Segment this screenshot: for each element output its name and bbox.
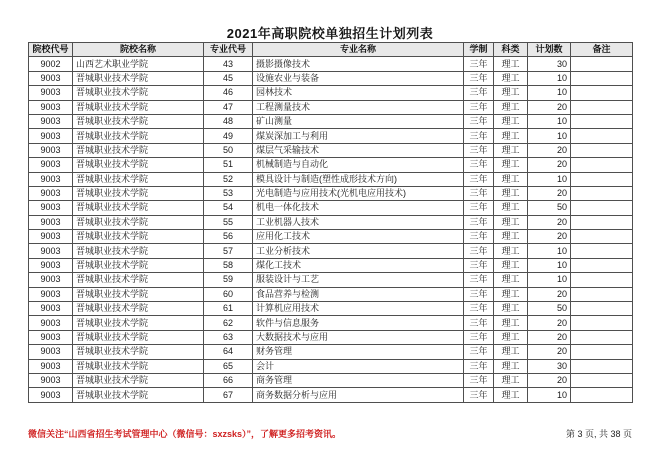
table-cell <box>571 230 633 244</box>
table-cell: 晋城职业技术学院 <box>73 129 204 143</box>
table-row <box>29 287 633 301</box>
table-cell: 理工 <box>494 129 528 143</box>
table-cell: 9003 <box>29 129 73 143</box>
table-row <box>29 100 633 114</box>
table-cell: 三年 <box>464 158 494 172</box>
table-cell: 三年 <box>464 388 494 402</box>
table-cell: 20 <box>528 345 571 359</box>
table-cell: 20 <box>528 373 571 387</box>
table-cell: 53 <box>204 186 253 200</box>
table-cell: 10 <box>528 258 571 272</box>
table-cell: 63 <box>204 330 253 344</box>
table-cell: 服装设计与工艺 <box>253 273 464 287</box>
table-cell: 9003 <box>29 287 73 301</box>
table-cell: 理工 <box>494 388 528 402</box>
table-cell: 晋城职业技术学院 <box>73 373 204 387</box>
table-cell: 理工 <box>494 201 528 215</box>
table-cell: 67 <box>204 388 253 402</box>
table-cell: 机械制造与自动化 <box>253 158 464 172</box>
table-cell: 晋城职业技术学院 <box>73 158 204 172</box>
table-body <box>29 57 633 402</box>
table-cell: 三年 <box>464 129 494 143</box>
table-row <box>29 345 633 359</box>
table-cell: 晋城职业技术学院 <box>73 330 204 344</box>
table-cell: 57 <box>204 244 253 258</box>
table-cell: 30 <box>528 359 571 373</box>
table-cell: 65 <box>204 359 253 373</box>
table-cell <box>571 316 633 330</box>
table-cell: 晋城职业技术学院 <box>73 100 204 114</box>
table-cell: 三年 <box>464 114 494 128</box>
table-cell: 晋城职业技术学院 <box>73 86 204 100</box>
table-cell: 10 <box>528 244 571 258</box>
table-cell: 56 <box>204 230 253 244</box>
table-cell: 晋城职业技术学院 <box>73 345 204 359</box>
column-header-6: 计划数 <box>528 43 571 57</box>
table-row <box>29 330 633 344</box>
table-cell: 园林技术 <box>253 86 464 100</box>
table-cell: 三年 <box>464 244 494 258</box>
table-cell: 三年 <box>464 201 494 215</box>
table-cell <box>571 359 633 373</box>
table-cell: 61 <box>204 302 253 316</box>
table-row <box>29 114 633 128</box>
table-cell <box>571 186 633 200</box>
table-cell: 晋城职业技术学院 <box>73 143 204 157</box>
table-cell: 会计 <box>253 359 464 373</box>
table-cell: 45 <box>204 71 253 85</box>
table-cell: 理工 <box>494 316 528 330</box>
table-row <box>29 359 633 373</box>
table-cell <box>571 86 633 100</box>
table-cell: 62 <box>204 316 253 330</box>
table-cell: 10 <box>528 273 571 287</box>
table-cell: 9003 <box>29 345 73 359</box>
column-header-4: 学制 <box>464 43 494 57</box>
table-cell: 51 <box>204 158 253 172</box>
table-cell <box>571 57 633 71</box>
table-row <box>29 230 633 244</box>
table-cell: 9002 <box>29 57 73 71</box>
table-cell: 理工 <box>494 373 528 387</box>
table-row <box>29 302 633 316</box>
table-cell: 43 <box>204 57 253 71</box>
column-header-1: 院校名称 <box>73 43 204 57</box>
table-cell: 理工 <box>494 359 528 373</box>
table-cell <box>571 201 633 215</box>
table-row <box>29 143 633 157</box>
table-cell: 9003 <box>29 244 73 258</box>
table-cell: 9003 <box>29 316 73 330</box>
table-cell: 9003 <box>29 186 73 200</box>
table-cell <box>571 273 633 287</box>
table-cell: 55 <box>204 215 253 229</box>
table-cell <box>571 388 633 402</box>
table-cell: 9003 <box>29 172 73 186</box>
table-cell: 三年 <box>464 172 494 186</box>
table-cell: 46 <box>204 86 253 100</box>
table-cell: 理工 <box>494 71 528 85</box>
table-cell: 晋城职业技术学院 <box>73 71 204 85</box>
column-header-7: 备注 <box>571 43 633 57</box>
table-row <box>29 388 633 402</box>
table-cell <box>571 129 633 143</box>
table-cell: 64 <box>204 345 253 359</box>
table-cell: 9003 <box>29 158 73 172</box>
table-cell: 工程测量技术 <box>253 100 464 114</box>
table-cell: 光电制造与应用技术(光机电应用技术) <box>253 186 464 200</box>
table-cell: 晋城职业技术学院 <box>73 201 204 215</box>
table-row <box>29 129 633 143</box>
table-cell: 理工 <box>494 186 528 200</box>
table-cell: 晋城职业技术学院 <box>73 172 204 186</box>
table-cell: 理工 <box>494 86 528 100</box>
page-number-text: 第 3 页, 共 38 页 <box>565 429 632 439</box>
table-cell: 晋城职业技术学院 <box>73 215 204 229</box>
table-cell: 晋城职业技术学院 <box>73 273 204 287</box>
table-row <box>29 71 633 85</box>
table-cell: 三年 <box>464 287 494 301</box>
table-cell: 9003 <box>29 330 73 344</box>
table-cell: 理工 <box>494 258 528 272</box>
table-cell: 9003 <box>29 215 73 229</box>
table-cell: 48 <box>204 114 253 128</box>
table-cell: 矿山测量 <box>253 114 464 128</box>
table-cell <box>571 71 633 85</box>
table-cell: 煤炭深加工与利用 <box>253 129 464 143</box>
table-cell <box>571 345 633 359</box>
table-cell: 三年 <box>464 100 494 114</box>
page-footer <box>28 427 632 440</box>
table-cell: 三年 <box>464 215 494 229</box>
table-cell: 晋城职业技术学院 <box>73 114 204 128</box>
table-cell <box>571 287 633 301</box>
table-cell: 50 <box>204 143 253 157</box>
table-cell: 10 <box>528 86 571 100</box>
table-cell: 理工 <box>494 57 528 71</box>
table-cell: 煤化工技术 <box>253 258 464 272</box>
table-cell: 20 <box>528 158 571 172</box>
table-cell: 9003 <box>29 258 73 272</box>
table-cell: 9003 <box>29 201 73 215</box>
table-cell <box>571 373 633 387</box>
table-cell: 30 <box>528 57 571 71</box>
table-cell: 三年 <box>464 373 494 387</box>
table-cell: 机电一体化技术 <box>253 201 464 215</box>
table-cell: 财务管理 <box>253 345 464 359</box>
table-cell: 9003 <box>29 302 73 316</box>
enrollment-plan-table <box>28 42 633 403</box>
table-cell: 9003 <box>29 143 73 157</box>
table-cell: 晋城职业技术学院 <box>73 359 204 373</box>
table-cell: 50 <box>528 302 571 316</box>
table-cell: 煤层气采输技术 <box>253 143 464 157</box>
table-cell: 理工 <box>494 302 528 316</box>
table-cell: 模具设计与制造(塑性成形技术方向) <box>253 172 464 186</box>
table-row <box>29 215 633 229</box>
table-cell: 工业分析技术 <box>253 244 464 258</box>
table-cell: 49 <box>204 129 253 143</box>
table-row <box>29 57 633 71</box>
table-cell: 设施农业与装备 <box>253 71 464 85</box>
table-cell: 工业机器人技术 <box>253 215 464 229</box>
table-cell: 晋城职业技术学院 <box>73 388 204 402</box>
table-cell <box>571 114 633 128</box>
table-cell <box>571 172 633 186</box>
table-header-row <box>29 43 633 57</box>
table-cell: 三年 <box>464 316 494 330</box>
table-cell: 三年 <box>464 86 494 100</box>
table-row <box>29 201 633 215</box>
page-title: 2021年高职院校单独招生计划列表 <box>226 26 434 41</box>
table-cell: 三年 <box>464 359 494 373</box>
table-cell: 晋城职业技术学院 <box>73 186 204 200</box>
table-cell: 9003 <box>29 359 73 373</box>
table-cell: 三年 <box>464 186 494 200</box>
table-cell: 20 <box>528 316 571 330</box>
table-cell: 9003 <box>29 100 73 114</box>
table-cell <box>571 258 633 272</box>
table-cell: 晋城职业技术学院 <box>73 302 204 316</box>
table-row <box>29 186 633 200</box>
table-row <box>29 86 633 100</box>
table-cell: 晋城职业技术学院 <box>73 230 204 244</box>
column-header-5: 科类 <box>494 43 528 57</box>
table-cell <box>571 158 633 172</box>
table-cell: 三年 <box>464 258 494 272</box>
table-cell: 20 <box>528 143 571 157</box>
table-cell: 20 <box>528 100 571 114</box>
table-cell: 20 <box>528 215 571 229</box>
table-cell: 60 <box>204 287 253 301</box>
table-cell: 10 <box>528 172 571 186</box>
table-cell: 三年 <box>464 71 494 85</box>
table-cell: 商务管理 <box>253 373 464 387</box>
table-cell: 66 <box>204 373 253 387</box>
table-cell: 晋城职业技术学院 <box>73 316 204 330</box>
table-row <box>29 172 633 186</box>
table-cell: 软件与信息服务 <box>253 316 464 330</box>
table-cell: 三年 <box>464 330 494 344</box>
table-cell <box>571 330 633 344</box>
table-cell: 47 <box>204 100 253 114</box>
table-cell <box>571 215 633 229</box>
table-row <box>29 273 633 287</box>
table-cell: 晋城职业技术学院 <box>73 287 204 301</box>
table-cell: 三年 <box>464 302 494 316</box>
table-cell: 理工 <box>494 215 528 229</box>
table-cell: 52 <box>204 172 253 186</box>
table-cell: 20 <box>528 186 571 200</box>
table-cell: 10 <box>528 388 571 402</box>
column-header-3: 专业名称 <box>253 43 464 57</box>
table-cell: 10 <box>528 71 571 85</box>
table-cell: 三年 <box>464 143 494 157</box>
wechat-notice-text: 微信关注“山西省招生考试管理中心（微信号：sxzsks）”，了解更多招考资讯。 <box>28 429 342 439</box>
table-cell: 9003 <box>29 71 73 85</box>
column-header-2: 专业代号 <box>204 43 253 57</box>
table-cell: 理工 <box>494 287 528 301</box>
table-cell: 大数据技术与应用 <box>253 330 464 344</box>
table-cell: 20 <box>528 330 571 344</box>
table-cell: 50 <box>528 201 571 215</box>
table-cell <box>571 143 633 157</box>
table-header <box>29 43 633 57</box>
table-cell: 理工 <box>494 230 528 244</box>
column-header-0: 院校代号 <box>29 43 73 57</box>
table-cell: 理工 <box>494 143 528 157</box>
table-cell: 理工 <box>494 345 528 359</box>
table-cell: 9003 <box>29 86 73 100</box>
table-cell <box>571 302 633 316</box>
table-row <box>29 316 633 330</box>
table-cell: 理工 <box>494 244 528 258</box>
table-cell: 三年 <box>464 273 494 287</box>
table-cell: 59 <box>204 273 253 287</box>
table-cell: 54 <box>204 201 253 215</box>
table-cell: 理工 <box>494 273 528 287</box>
table-cell: 食品营养与检测 <box>253 287 464 301</box>
table-cell: 9003 <box>29 273 73 287</box>
table-cell: 计算机应用技术 <box>253 302 464 316</box>
table-cell: 9003 <box>29 373 73 387</box>
table-cell: 20 <box>528 287 571 301</box>
table-cell: 9003 <box>29 230 73 244</box>
table-row <box>29 373 633 387</box>
table-cell: 10 <box>528 114 571 128</box>
table-cell: 晋城职业技术学院 <box>73 258 204 272</box>
table-cell: 晋城职业技术学院 <box>73 244 204 258</box>
table-cell: 三年 <box>464 345 494 359</box>
table-cell: 山西艺术职业学院 <box>73 57 204 71</box>
table-cell: 10 <box>528 129 571 143</box>
table-cell: 20 <box>528 230 571 244</box>
table-cell: 理工 <box>494 172 528 186</box>
table-row <box>29 244 633 258</box>
table-cell: 商务数据分析与应用 <box>253 388 464 402</box>
table-cell: 摄影摄像技术 <box>253 57 464 71</box>
table-cell: 三年 <box>464 57 494 71</box>
table-cell: 58 <box>204 258 253 272</box>
table-cell: 理工 <box>494 114 528 128</box>
table-cell: 应用化工技术 <box>253 230 464 244</box>
table-cell: 理工 <box>494 158 528 172</box>
table-row <box>29 258 633 272</box>
table-cell <box>571 244 633 258</box>
table-cell <box>571 100 633 114</box>
table-cell: 三年 <box>464 230 494 244</box>
table-row <box>29 158 633 172</box>
table-cell: 9003 <box>29 388 73 402</box>
table-cell: 理工 <box>494 100 528 114</box>
table-cell: 理工 <box>494 330 528 344</box>
table-cell: 9003 <box>29 114 73 128</box>
